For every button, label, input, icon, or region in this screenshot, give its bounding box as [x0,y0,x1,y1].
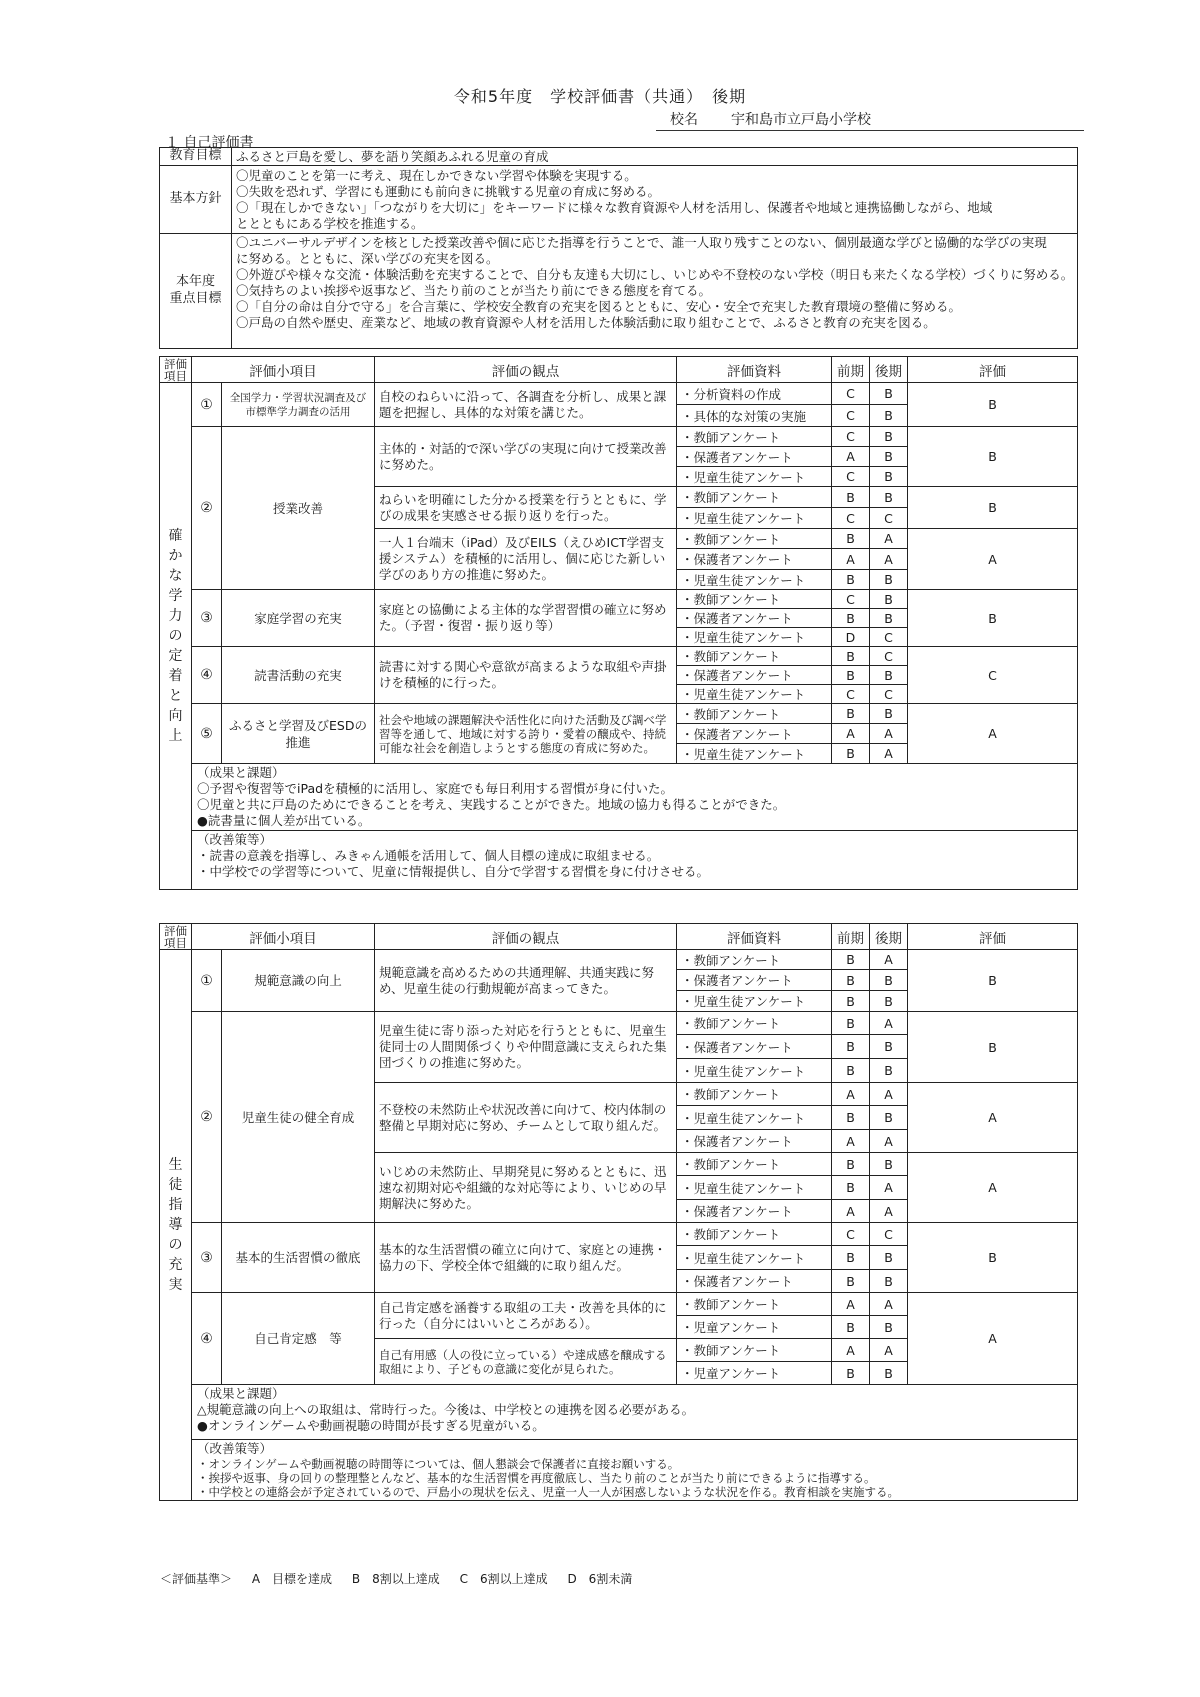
resource-name: ・分析資料の作成 [677,383,832,405]
second-half-grade: B [870,970,908,991]
first-half-grade: B [832,1012,870,1035]
focus-line: 〇戸島の自然や歴史、産業など、地域の教育資源や人材を活用した体験活動に取り組むことで、ふるさと教育の充実を図る。 [236,315,936,330]
evaluation-table-academic [159,356,1078,890]
first-half-grade: B [832,1153,870,1176]
header-resource: 評価資料 [677,924,832,950]
header-item: 評価小項目 [192,357,375,383]
resource-name: ・児童生徒アンケート [677,628,832,647]
first-half-grade: B [832,970,870,991]
second-half-grade: A [870,1012,908,1035]
resource-name: ・教師アンケート [677,590,832,609]
improvement-line: ・中学校での学習等について、児童に情報提供し、自分で学習する習慣を身に付けさせる。 [197,864,710,879]
item-name: 児童生徒の健全育成 [222,1012,375,1223]
header-viewpoint: 評価の観点 [375,924,677,950]
resource-name: ・保護者アンケート [677,549,832,570]
first-half-grade: B [832,647,870,666]
first-half-grade: C [832,590,870,609]
resource-name: ・具体的な対策の実施 [677,405,832,427]
first-half-grade: B [832,1059,870,1083]
criteria-b: B 8割以上達成 [351,1572,440,1586]
first-half-grade: B [832,1362,870,1385]
first-half-grade: A [832,1083,870,1106]
resource-name: ・保護者アンケート [677,666,832,685]
improvement-line: （改善策等） [197,832,273,847]
resource-name: ・教師アンケート [677,950,832,970]
results-and-issues [192,1385,1078,1440]
item-name: 全国学力・学習状況調査及び市標準学力調査の活用 [222,383,375,427]
improvement-line: ・オンラインゲームや動画視聴の時間等については、個人懇談会で保護者に直接お願いする。 [197,1457,680,1471]
header-first-half: 前期 [832,924,870,950]
first-half-grade: C [832,508,870,529]
focus-goal-label-line: 本年度 [175,274,215,290]
focus-line: 〇「自分の命は自分で守る」を合言葉に、学校安全教育の充実を図るとともに、安心・安全で充実した教育環境の整備に努める。 [236,299,962,314]
evaluation-grade: A [908,1083,1078,1153]
second-half-grade: B [870,405,908,427]
header-second-half: 後期 [870,357,908,383]
resource-name: ・保護者アンケート [677,609,832,628]
resource-name: ・教師アンケート [677,1339,832,1362]
results-line: （成果と課題） [197,765,285,780]
viewpoint-text: 社会や地域の課題解決や活性化に向けた活動及び調べ学習等を通して、地域に対する誇り・愛着の醸成や、持続可能な社会を創造しようとする態度の育成に努めた。 [375,704,677,764]
item-number: ③ [192,590,222,647]
resource-name: ・教師アンケート [677,1153,832,1176]
second-half-grade: B [870,609,908,628]
second-half-grade: B [870,1106,908,1130]
evaluation-grade: A [908,1293,1078,1385]
improvement-line: ・中学校との連絡会が予定されているので、戸島小の現状を伝え、児童一人一人が困惑しないような状況を作る。教育相談を実施する。 [197,1485,899,1499]
policy-line: 〇児童のことを第一に考え、現在しかできない学習や体験を実現する。 [236,167,637,183]
first-half-grade: B [832,744,870,764]
first-half-grade: B [832,1035,870,1059]
criteria-d: D 6割未満 [567,1572,633,1586]
second-half-grade: B [870,1270,908,1293]
resource-name: ・児童生徒アンケート [677,744,832,764]
focus-line: 〇外遊びや様々な交流・体験活動を充実することで、自分も友達も大切にし、いじめや不登校のない学校（明日も来たくなる学校）づくりに努める。 [236,267,1074,282]
second-half-grade: B [870,1153,908,1176]
viewpoint-text: 読書に対する関心や意欲が高まるような取組や声掛けを積極的に行った。 [375,647,677,704]
focus-goal-text [232,234,1078,349]
second-half-grade: A [870,744,908,764]
resource-name: ・教師アンケート [677,1012,832,1035]
evaluation-grade: B [908,1223,1078,1293]
first-half-grade: B [832,666,870,685]
resource-name: ・教師アンケート [677,647,832,666]
viewpoint-text: ねらいを明確にした分かる授業を行うとともに、学びの成果を実感させる振り返りを行った。 [375,487,677,529]
resource-name: ・児童生徒アンケート [677,1176,832,1200]
second-half-grade: B [870,704,908,724]
first-half-grade: D [832,628,870,647]
second-half-grade: B [870,666,908,685]
document-title: 令和5年度 学校評価書（共通） 後期 [453,87,747,106]
second-half-grade: A [870,1130,908,1153]
first-half-grade: C [832,467,870,487]
improvement-line: （改善策等） [197,1441,273,1456]
second-half-grade: A [870,724,908,744]
focus-goal-label-line: 重点目標 [169,291,222,306]
first-half-grade: A [832,447,870,467]
improvement-line: ・挨拶や返事、身の回りの整理整とんなど、基本的な生活習慣を再度徹底し、当たり前のことが当たり前にできるように指導する。 [197,1471,876,1485]
school-name-line [656,107,1084,131]
improvement-line: ・読書の意義を指導し、みきゃん通帳を活用して、個人目標の達成に取組ませる。 [197,848,660,863]
viewpoint-text: 一人１台端末（iPad）及びEILS（えひめICT学習支援システム）を積極的に活用し、個に応じた新しい学びのあり方の推進に努めた。 [375,529,677,590]
first-half-grade: B [832,487,870,508]
first-half-grade: B [832,1316,870,1339]
evaluation-grade: B [908,487,1078,529]
evaluation-grade: B [908,1012,1078,1083]
second-half-grade: B [870,570,908,590]
evaluation-grade: A [908,529,1078,590]
item-number: ① [192,383,222,427]
resource-name: ・児童アンケート [677,1362,832,1385]
first-half-grade: C [832,383,870,405]
evaluation-criteria [160,1570,648,1587]
first-half-grade: A [832,549,870,570]
resource-name: ・保護者アンケート [677,724,832,744]
second-half-grade: B [870,590,908,609]
second-half-grade: C [870,628,908,647]
first-half-grade: B [832,1270,870,1293]
second-half-grade: A [870,529,908,549]
header-evaluation: 評価 [908,924,1078,950]
results-and-issues [192,764,1078,831]
focus-line: 〇ユニバーサルデザインを核とした授業改善や個に応じた指導を行うことで、誰一人取り残すことのない、個別最適な学びと協働的な学びの実現 [236,235,1047,250]
resource-name: ・保護者アンケート [677,970,832,991]
viewpoint-text: いじめの未然防止、早期発見に努めるとともに、迅速な初期対応や組織的な対応等により、いじめの早期解決に努めた。 [375,1153,677,1223]
first-half-grade: C [832,405,870,427]
second-half-grade: A [870,1083,908,1106]
viewpoint-text: 基本的な生活習慣の確立に向けて、家庭との連携・協力の下、学校全体で組織的に取り組んだ。 [375,1223,677,1293]
resource-name: ・教師アンケート [677,1293,832,1316]
policy-line: ととともにある学校を推進する。 [236,215,424,231]
item-number: ② [192,1012,222,1223]
header-evaluation: 評価 [908,357,1078,383]
first-half-grade: B [832,570,870,590]
first-half-grade: B [832,704,870,724]
results-line: ●オンラインゲームや動画視聴の時間が長すぎる児童がいる。 [197,1418,545,1433]
first-half-grade: B [832,1246,870,1270]
resource-name: ・児童生徒アンケート [677,1106,832,1130]
item-number: ④ [192,647,222,704]
header-first-half: 前期 [832,357,870,383]
second-half-grade: B [870,1246,908,1270]
second-half-grade: B [870,991,908,1012]
evaluation-grade: B [908,590,1078,647]
viewpoint-text: 不登校の未然防止や状況改善に向けて、校内体制の整備と早期対応に努め、チームとして取り組んだ。 [375,1083,677,1153]
section-title: １ 自己評価書 [165,135,254,151]
resource-name: ・児童アンケート [677,1316,832,1339]
policy-line: 〇「現在しかできない」「つながりを大切に」をキーワードに様々な教育資源や人材を活用し、保護者や地域と連携協働しながら、地域 [236,199,993,215]
item-name: 自己肯定感 等 [222,1293,375,1385]
second-half-grade: C [870,685,908,704]
second-half-grade: A [870,1339,908,1362]
resource-name: ・保護者アンケート [677,1130,832,1153]
second-half-grade: B [870,383,908,405]
item-name: 読書活動の充実 [222,647,375,704]
first-half-grade: B [832,609,870,628]
item-name: 家庭学習の充実 [222,590,375,647]
school-name: 宇和島市立戸島小学校 [731,112,871,128]
first-half-grade: B [832,529,870,549]
criteria-label: ＜評価基準＞ [160,1572,233,1586]
second-half-grade: B [870,1316,908,1339]
viewpoint-text: 児童生徒に寄り添った対応を行うとともに、児童生徒同士の人間関係づくりや仲間意識に支えられた集団づくりの推進に努めた。 [375,1012,677,1083]
policy-line: 〇失敗を恐れず、学習にも運動にも前向きに挑戦する児童の育成に努める。 [236,183,661,199]
viewpoint-text: 自己肯定感を涵養する取組の工夫・改善を具体的に行った（自分にはいいところがある）。 [375,1293,677,1339]
basic-policy-label: 基本方針 [160,166,232,234]
resource-name: ・教師アンケート [677,1223,832,1246]
resource-name: ・児童生徒アンケート [677,1059,832,1083]
second-half-grade: A [870,1200,908,1223]
resource-name: ・児童生徒アンケート [677,1246,832,1270]
focus-goal-label [160,234,232,349]
item-name: ふるさと学習及びESDの推進 [222,704,375,764]
second-half-grade: A [870,549,908,570]
first-half-grade: A [832,724,870,744]
evaluation-grade: C [908,647,1078,704]
second-half-grade: B [870,467,908,487]
criteria-c: C 6割以上達成 [459,1572,548,1586]
viewpoint-text: 規範意識を高めるための共通理解、共通実践に努め、児童生徒の行動規範が高まってきた。 [375,950,677,1012]
results-line: 〇児童と共に戸島のためにできることを考え、実践することができた。地域の協力も得ることができた。 [197,797,786,812]
header-resource: 評価資料 [677,357,832,383]
second-half-grade: B [870,1035,908,1059]
evaluation-grade: B [908,950,1078,1012]
evaluation-grade: A [908,704,1078,764]
school-name-label: 校名 [670,112,698,128]
header-category: 評価項目 [160,924,192,950]
item-name: 授業改善 [222,427,375,590]
item-name: 基本的生活習慣の徹底 [222,1223,375,1293]
second-half-grade: B [870,487,908,508]
first-half-grade: A [832,1293,870,1316]
resource-name: ・教師アンケート [677,704,832,724]
results-line: ●読書量に個人差が出ている。 [197,813,371,828]
criteria-a: A 目標を達成 [251,1572,333,1586]
item-name: 規範意識の向上 [222,950,375,1012]
resource-name: ・保護者アンケート [677,1200,832,1223]
evaluation-grade: B [908,427,1078,487]
first-half-grade: A [832,1130,870,1153]
second-half-grade: A [870,1176,908,1200]
basic-policy-text [232,166,1078,234]
viewpoint-text: 自己有用感（人の役に立っている）や達成感を醸成する取組により、子どもの意識に変化が見られた。 [375,1339,677,1385]
header-viewpoint: 評価の観点 [375,357,677,383]
evaluation-grade: B [908,383,1078,427]
resource-name: ・教師アンケート [677,487,832,508]
second-half-grade: A [870,950,908,970]
resource-name: ・児童生徒アンケート [677,467,832,487]
improvement-measures [192,831,1078,890]
second-half-grade: B [870,1362,908,1385]
first-half-grade: C [832,427,870,447]
item-number: ② [192,427,222,590]
evaluation-table-guidance [159,923,1078,1501]
first-half-grade: B [832,1176,870,1200]
item-number: ① [192,950,222,1012]
category-label: 生 徒 指 導 の 充 実 [160,950,192,1501]
resource-name: ・保護者アンケート [677,1270,832,1293]
second-half-grade: C [870,647,908,666]
item-number: ③ [192,1223,222,1293]
second-half-grade: B [870,1059,908,1083]
second-half-grade: C [870,508,908,529]
resource-name: ・児童生徒アンケート [677,685,832,704]
first-half-grade: B [832,1106,870,1130]
first-half-grade: A [832,1200,870,1223]
results-line: 〇予習や復習等でiPadを積極的に活用し、家庭でも毎日利用する習慣が身に付いた。 [197,781,674,796]
header-second-half: 後期 [870,924,908,950]
resource-name: ・教師アンケート [677,427,832,447]
first-half-grade: B [832,950,870,970]
second-half-grade: C [870,1223,908,1246]
resource-name: ・保護者アンケート [677,1035,832,1059]
evaluation-grade: A [908,1153,1078,1223]
resource-name: ・児童生徒アンケート [677,570,832,590]
education-goal-label: 教育目標 [160,148,232,166]
first-half-grade: A [832,1339,870,1362]
item-number: ⑤ [192,704,222,764]
education-goal-text: ふるさと戸島を愛し、夢を語り笑顔あふれる児童の育成 [232,148,1078,166]
viewpoint-text: 自校のねらいに沿って、各調査を分析し、成果と課題を把握し、具体的な対策を講じた。 [375,383,677,427]
results-line: （成果と課題） [197,1386,285,1401]
second-half-grade: B [870,447,908,467]
first-half-grade: C [832,1223,870,1246]
viewpoint-text: 家庭との協働による主体的な学習習慣の確立に努めた。（予習・復習・振り返り等） [375,590,677,647]
category-label: 確 か な 学 力 の 定 着 と 向 上 [160,383,192,890]
header-item: 評価小項目 [192,924,375,950]
second-half-grade: A [870,1293,908,1316]
resource-name: ・児童生徒アンケート [677,508,832,529]
resource-name: ・教師アンケート [677,529,832,549]
resource-name: ・児童生徒アンケート [677,991,832,1012]
resource-name: ・保護者アンケート [677,447,832,467]
improvement-measures [192,1440,1078,1501]
first-half-grade: C [832,685,870,704]
viewpoint-text: 主体的・対話的で深い学びの実現に向けて授業改善に努めた。 [375,427,677,487]
focus-line: に努める。とともに、深い学びの充実を図る。 [236,251,499,266]
second-half-grade: B [870,427,908,447]
header-category: 評価項目 [160,357,192,383]
results-line: △規範意識の向上への取組は、常時行った。今後は、中学校との連携を図る必要がある。 [197,1402,695,1417]
first-half-grade: B [832,991,870,1012]
focus-line: 〇気持ちのよい挨拶や返事など、当たり前のことが当たり前にできる態度を育てる。 [236,283,712,298]
overview-table [159,147,1078,349]
item-number: ④ [192,1293,222,1385]
resource-name: ・教師アンケート [677,1083,832,1106]
